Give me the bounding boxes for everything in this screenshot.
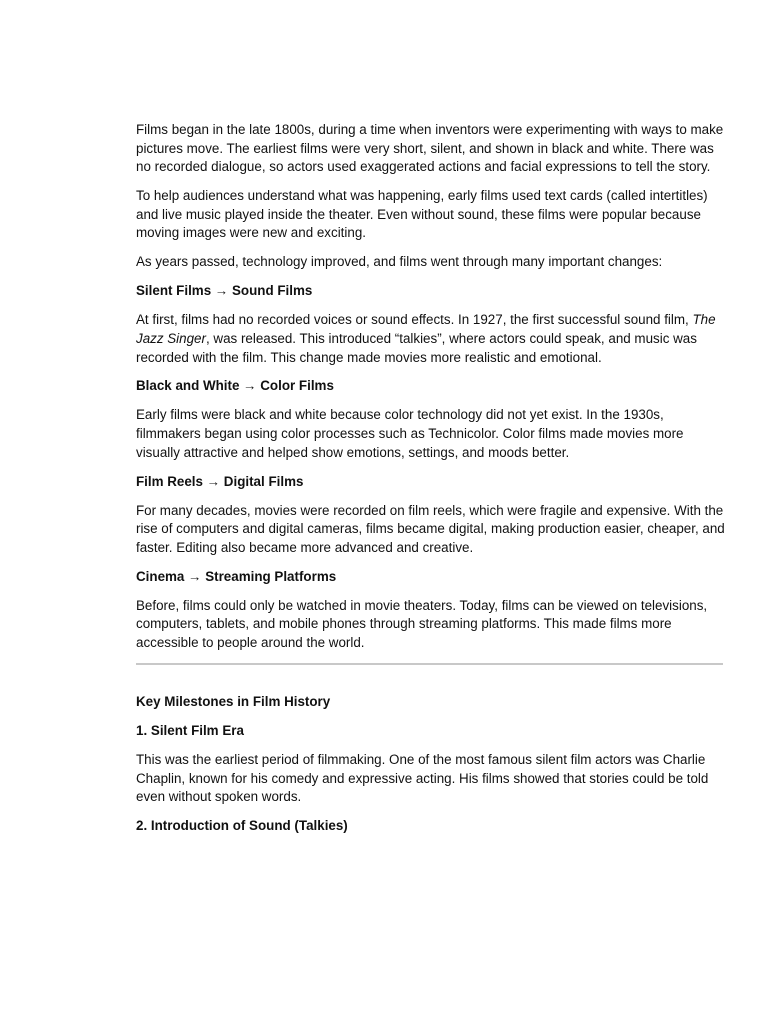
- section-text-streaming: Before, films could only be watched in movie theaters. Today, films can be viewed on televisions, computers, tablets, and mobile phones through streaming platforms. This made films more accessible to people around the world.: [136, 597, 708, 650]
- section-heading-sound: Silent Films → Sound Films: [136, 283, 313, 299]
- milestone-heading-silent-era: 1. Silent Film Era: [136, 722, 244, 738]
- section-text-sound: [136, 311, 726, 367]
- milestone-text-silent-era: This was the earliest period of filmmaking. One of the most famous silent film actors was Charlie Chaplin, known for his comedy and expressive acting. His films showed that stories could be told even without spoken words.: [136, 751, 709, 805]
- intro-paragraph-1: Films began in the late 1800s, during a time when inventors were experimenting with ways to make pictures move. The earliest films were very short, silent, and shown in black and white. There was no recorded dialogue, so actors used exaggerated actions and facial expressions to tell the story.: [136, 122, 724, 175]
- section-heading-streaming: Cinema → Streaming Platforms: [136, 568, 337, 584]
- sound-text-before: At first, films had no recorded voices or sound effects. In 1927, the first successful sound film,: [136, 312, 693, 328]
- intro-paragraph-2: To help audiences understand what was happening, early films used text cards (called intertitles) and live music played inside the theater. Even without sound, these films were popular because moving images were new and exciting.: [136, 188, 708, 241]
- section-heading-digital: Film Reels → Digital Films: [136, 473, 304, 489]
- intro-paragraph-3: As years passed, technology improved, and films went through many important changes:: [136, 254, 663, 270]
- document-page: [136, 121, 726, 846]
- milestones-title: Key Milestones in Film History: [136, 693, 331, 709]
- sound-text-after: , was released. This introduced “talkies”, where actors could speak, and music was recorded with the film. This change made movies more realistic and emotional.: [136, 330, 697, 365]
- section-text-digital: For many decades, movies were recorded on film reels, which were fragile and expensive. With the rise of computers and digital cameras, films became digital, making production easier, cheaper, and faster. Editing also became more advanced and creative.: [136, 502, 725, 555]
- film-title-italic: The Jazz Singer: [136, 312, 716, 346]
- section-heading-color: Black and White → Color Films: [136, 378, 334, 394]
- section-text-color: Early films were black and white because color technology did not yet exist. In the 1930s, filmmakers began using color processes such as Technicolor. Color films made movies more visually attractive and helped show emotions, settings, and moods better.: [136, 407, 684, 460]
- milestone-heading-sound: 2. Introduction of Sound (Talkies): [136, 818, 348, 834]
- horizontal-divider: [136, 663, 723, 665]
